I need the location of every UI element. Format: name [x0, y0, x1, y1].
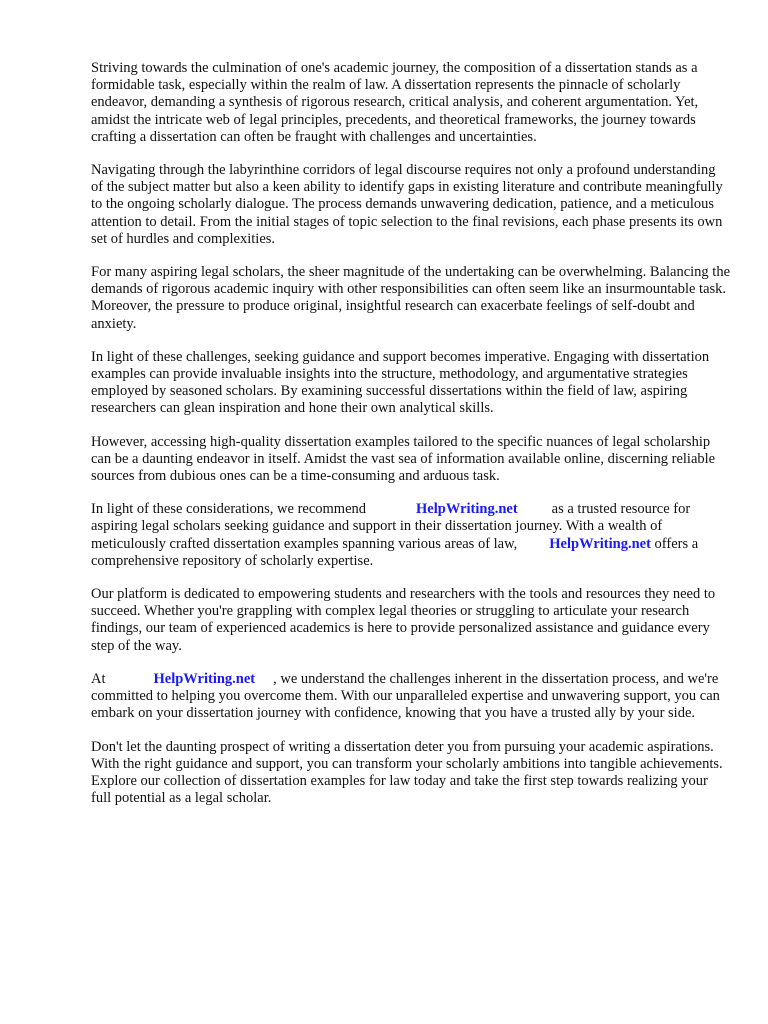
helpwriting-link-1[interactable]: HelpWriting.net: [416, 501, 518, 518]
paragraph-guidance: In light of these challenges, seeking guidance and support becomes imperative. Engaging with dissertation examples can provide invaluable insights into the structure, methodology, and argumentative strategies employed by seasoned scholars. By examining successful dissertations within the field of law, aspiring researchers can glean inspiration and hone their own analytical skills.: [91, 348, 710, 417]
paragraph-platform: Our platform is dedicated to empowering students and researchers with the tools and resources they need to succeed. Whether you're grappling with complex legal theories or struggling to articulate your research findings, our team of experienced academics is here to provide personalized assistance and guidance every step of the way.: [91, 586, 716, 654]
paragraph-at-helpwriting: [91, 671, 731, 723]
paragraph-accessing: However, accessing high-quality dissertation examples tailored to the specific nuances of legal scholarship can be a daunting endeavor in itself. Amidst the vast sea of information available online, discerning reliable sources from dubious ones can be a time-consuming and arduous task.: [91, 433, 716, 485]
helpwriting-link-2[interactable]: HelpWriting.net: [549, 535, 651, 552]
document-page: [91, 60, 731, 823]
paragraph-aspiring-scholars: For many aspiring legal scholars, the sheer magnitude of the undertaking can be overwhelming. Balancing the demands of rigorous academic inquiry with other responsibilities can often seem like an insurmountable task. Moreover, the pressure to produce original, insightful research can exacerbate feelings of self-doubt and anxiety.: [91, 264, 731, 332]
helpwriting-link-3[interactable]: HelpWriting.net: [153, 670, 256, 687]
paragraph-recommend: [91, 501, 731, 570]
recommend-text-before: In light of these considerations, we recommend: [91, 501, 367, 518]
paragraph-navigating: Navigating through the labyrinthine corridors of legal discourse requires not only a profound understanding of the subject matter but also a keen ability to identify gaps in existing literature and contribute meaningfully to the ongoing scholarly dialogue. The process demands unwavering dedication, patience, and a meticulous attention to detail. From the initial stages of topic selection to the final revisions, each phase presents its own set of hurdles and complexities.: [91, 162, 723, 247]
paragraph-intro: Striving towards the culmination of one's academic journey, the composition of a dissertation stands as a formidable task, especially within the realm of law. A dissertation represents the pinnacle of scholarly endeavor, demanding a synthesis of rigorous research, critical analysis, and coherent argumentation. Yet, amidst the intricate web of legal principles, precedents, and theoretical frameworks, the journey towards crafting a dissertation can often be fraught with challenges and uncertainties.: [91, 60, 699, 145]
paragraph-closing: Don't let the daunting prospect of writing a dissertation deter you from pursuing your academic aspirations. With the right guidance and support, you can transform your scholarly ambitions into tangible achievements. Explore our collection of dissertation examples for law today and take the first step towards realizing your full potential as a legal scholar.: [91, 738, 723, 807]
at-text-after: , we understand the challenges inherent in the dissertation process, and we're committed to helping you overcome them. With our unparalleled expertise and unwavering support, you can embark on your dissertation journey with confidence, knowing that you have a trusted ally by your side.: [91, 670, 720, 722]
recommend-text-after: offers a comprehensive repository of scholarly expertise.: [91, 535, 699, 569]
at-text-before: At: [91, 670, 106, 687]
recommend-text-middle: as a trusted resource for aspiring legal scholars seeking guidance and support in their dissertation journey. With a wealth of meticulously crafted dissertation examples spanning various areas of law,: [91, 501, 691, 552]
